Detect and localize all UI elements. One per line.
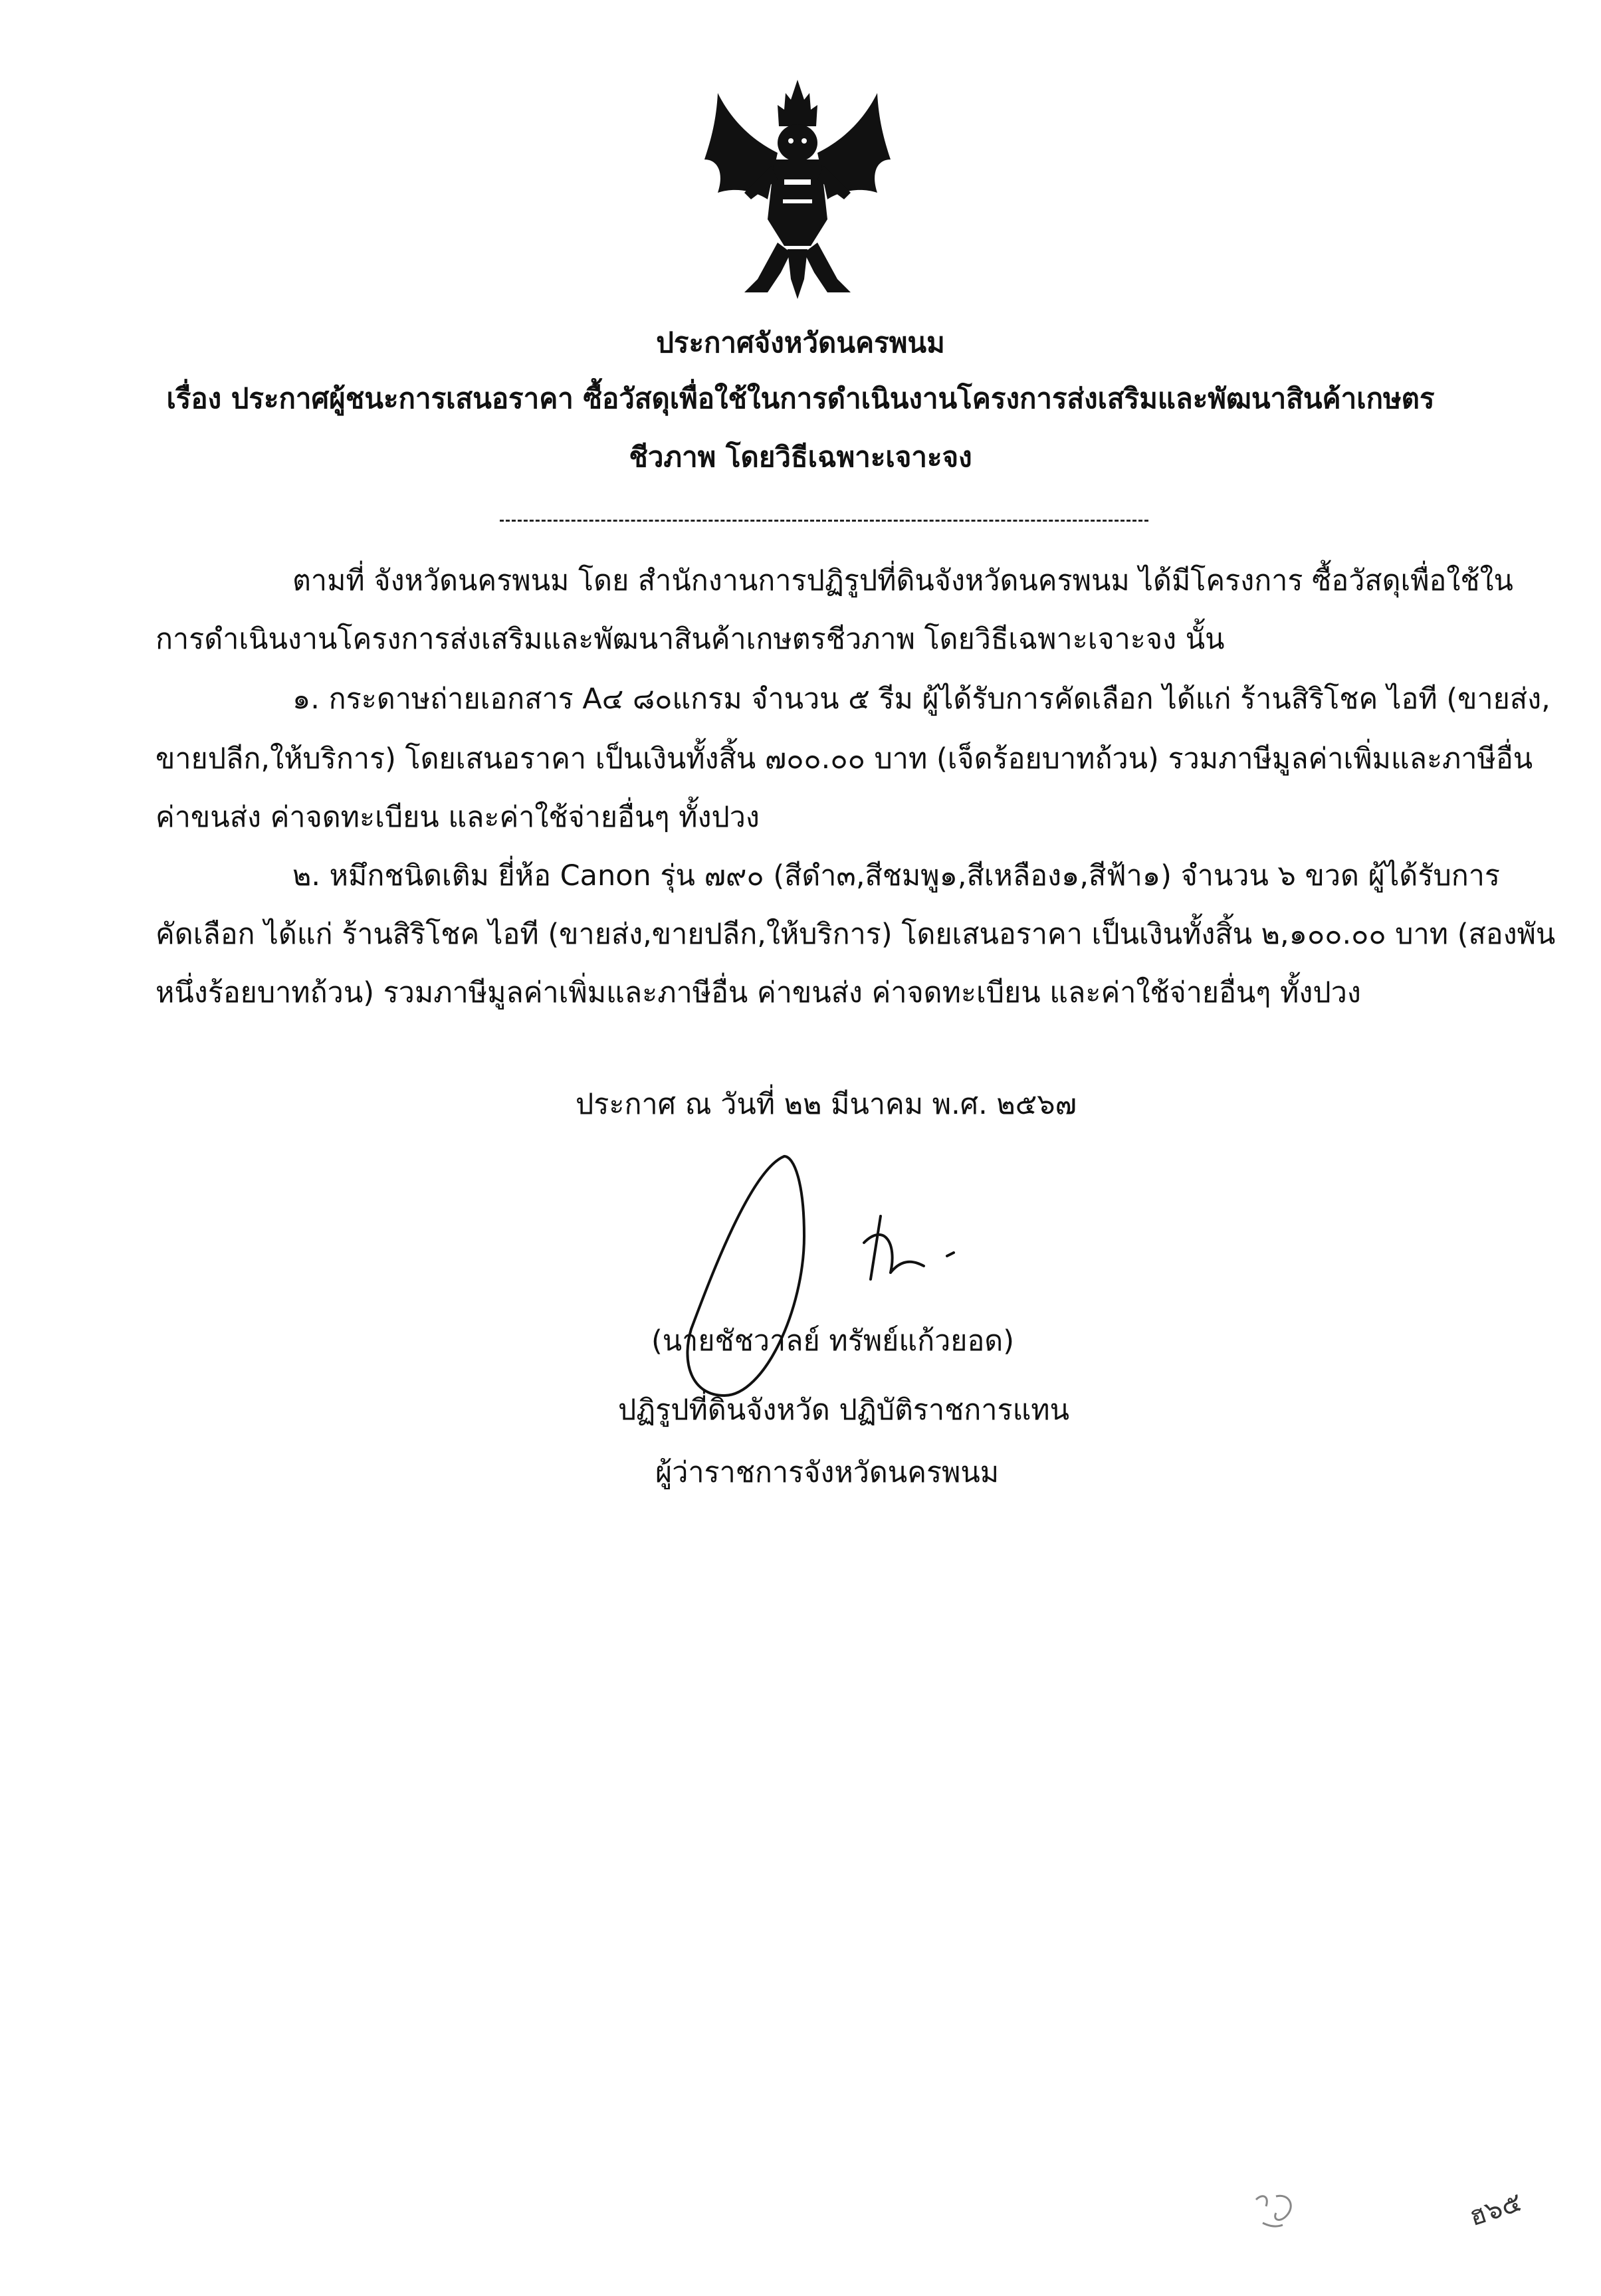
title-divider (500, 520, 1148, 522)
handwritten-signature (651, 1143, 1023, 1422)
signer-name: (นายชัชวาลย์ ทรัพย์แก้วยอด) (651, 1324, 1014, 1358)
intro-line-2: การดำเนินงานโครงการส่งเสริมและพัฒนาสินค้าเกษตรชีวภาพ โดยวิธีเฉพาะเจาะจง นั้น (156, 623, 1225, 656)
item-1-line-1: ๑. กระดาษถ่ายเอกสาร A๔ ๘๐แกรม จำนวน ๕ รีม ผู้ได้รับการคัดเลือก ได้แก่ ร้านสิริโชค ไอที (ขายส่ง, (292, 682, 1550, 716)
garuda-emblem-icon (704, 80, 891, 299)
page-mark: ฮ๖๕ (1465, 2186, 1526, 2233)
intro-line-1: ตามที่ จังหวัดนครพนม โดย สำนักงานการปฏิรูปที่ดินจังหวัดนครพนม ได้มีโครงการ ซื้อวัสดุเพื่อใช้ใน (292, 564, 1513, 597)
item-2-line-1: ๒. หมึกชนิดเติม ยี่ห้อ Canon รุ่น ๗๙๐ (สีดำ๓,สีชมพู๑,สีเหลือง๑,สีฟ้า๑) จำนวน ๖ ขวด ผู้ได้รับการ (292, 859, 1501, 892)
signer-position-line-2: ผู้ว่าราชการจังหวัดนครพนม (655, 1456, 1000, 1489)
item-2-line-3: หนึ่งร้อยบาทถ้วน) รวมภาษีมูลค่าเพิ่มและภาษีอื่น ค่าขนส่ง ค่าจดทะเบียน และค่าใช้จ่ายอื่นๆ ทั้งปวง (156, 976, 1361, 1009)
subject-line-2: ชีวภาพ โดยวิธีเฉพาะเจาะจง (629, 441, 972, 473)
item-2-line-2: คัดเลือก ได้แก่ ร้านสิริโชค ไอที (ขายส่ง,ขายปลีก,ให้บริการ) โดยเสนอราคา เป็นเงินทั้งสิ้น ๒,๑๐๐.๐๐ บาท (สองพัน (156, 918, 1556, 951)
item-1-line-3: ค่าขนส่ง ค่าจดทะเบียน และค่าใช้จ่ายอื่นๆ ทั้งปวง (156, 801, 760, 834)
subject-line-1: เรื่อง ประกาศผู้ชนะการเสนอราคา ซื้อวัสดุเพื่อใช้ในการดำเนินงานโครงการส่งเสริมและพัฒนาสินค้าเกษตร (166, 382, 1435, 415)
announcement-date: ประกาศ ณ วันที่ ๒๒ มีนาคม พ.ศ. ๒๕๖๗ (576, 1088, 1077, 1121)
document-title: ประกาศจังหวัดนครพนม (656, 326, 945, 359)
signer-position-line-1: ปฏิรูปที่ดินจังหวัด ปฏิบัติราชการแทน (618, 1394, 1070, 1427)
item-1-line-2: ขายปลีก,ให้บริการ) โดยเสนอราคา เป็นเงินทั้งสิ้น ๗๐๐.๐๐ บาท (เจ็ดร้อยบาทถ้วน) รวมภาษีมูลค่าเพิ่มและภาษีอื่น (156, 742, 1533, 776)
faint-stamp-mark (1249, 2186, 1303, 2233)
